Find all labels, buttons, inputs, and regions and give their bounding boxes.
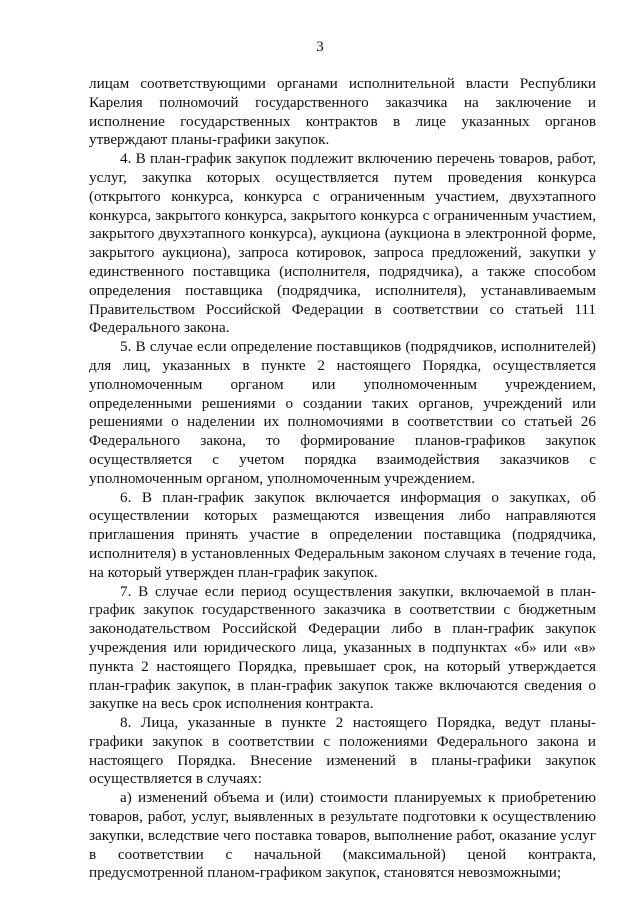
paragraph-continuation: лицам соответствующими органами исполнительной власти Республики Карелия полномочий государственного заказчика на заключение и исполнение государственных контрактов в лице указанных органов утверждают планы-графики закупок. [89, 75, 596, 149]
paragraph-item-4: 4. В план-график закупок подлежит включению перечень товаров, работ, услуг, закупка которых осуществляется путем проведения конкурса (открытого конкурса, конкурса с ограниченным участием, двухэтапного конкурса, закрытого конкурса, закрытого конкурса с ограниченным участием, закрытого двухэтапного конкурса), аукциона (аукциона в электронной форме, закрытого аукциона), запроса котировок, запроса предложений, закупки у единственного поставщика (исполнителя, подрядчика), а также способом определения поставщика (подрядчика, исполнителя), устанавливаемым Правительством Российской Федерации в соответствии со статьей 111 Федерального закона. [89, 150, 596, 337]
page-number: 3 [316, 39, 324, 55]
paragraph-item-6: 6. В план-график закупок включается информация о закупках, об осуществлении которых размещаются извещения либо направляются приглашения принять участие в определении поставщика (подрядчика, исполнителя) в установленных Федеральным законом случаях в течение года, на который утвержден план-график закупок. [89, 488, 596, 581]
paragraph-item-8a: а) изменений объема и (или) стоимости планируемых к приобретению товаров, работ, услуг, выявленных в результате подготовки к осуществлению закупки, вследствие чего поставка товаров, выполнение работ, оказание услуг в соответствии с начальной (максимальной) ценой контракта, предусмотренной планом-графиком закупок, становятся невозможными; [89, 789, 596, 882]
paragraph-item-8: 8. Лица, указанные в пункте 2 настоящего Порядка, ведут планы-графики закупок в соответствии с положениями Федерального закона и настоящего Порядка. Внесение изменений в планы-графики закупок осуществляется в случаях: [89, 714, 596, 788]
paragraph-item-7: 7. В случае если период осуществления закупки, включаемой в план-график закупок государственного заказчика в соответствии с бюджетным законодательством Российской Федерации либо в план-график закупок учреждения или юридического лица, указанных в подпунктах «б» или «в» пункта 2 настоящего Порядка, превышает срок, на который утверждается план-график закупок, в план-график закупок также включаются сведения о закупке на весь срок исполнения контракта. [89, 582, 596, 713]
document-body [89, 75, 596, 883]
paragraph-item-5: 5. В случае если определение поставщиков (подрядчиков, исполнителей) для лиц, указанных в пункте 2 настоящего Порядка, осуществляется уполномоченным органом или уполномоченным учреждением, определенными решениями о создании таких органов, учреждений или решениями о наделении их полномочиями в соответствии со статьей 26 Федерального закона, то формирование планов-графиков закупок осуществляется с учетом порядка взаимодействия заказчиков с уполномоченным органом, уполномоченным учреждением. [89, 338, 596, 487]
